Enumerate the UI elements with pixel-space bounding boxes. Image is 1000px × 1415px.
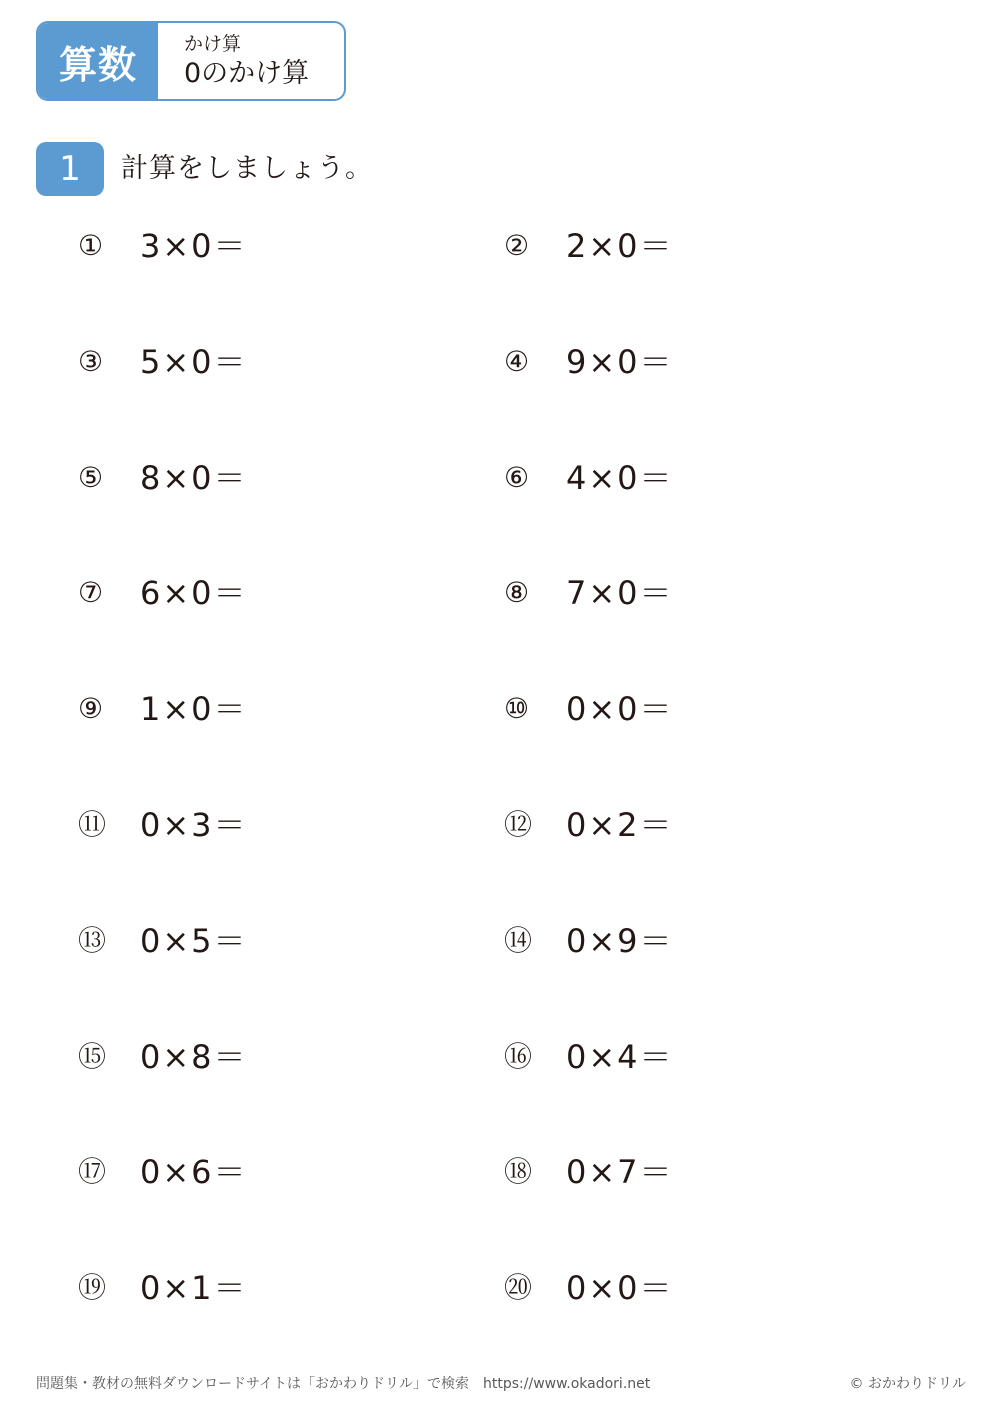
question-number-badge: 1 [36, 142, 104, 196]
problem-number: ⑱ [504, 1155, 533, 1188]
problem-item [78, 226, 248, 266]
header-text [158, 23, 344, 99]
problem-number: ⑬ [78, 924, 107, 957]
problem-expression: 7×0＝ [566, 574, 674, 612]
problem-item [504, 1152, 674, 1192]
problem-item [78, 689, 248, 729]
problem-expression: 9×0＝ [566, 343, 674, 381]
problem-expression: 2×0＝ [566, 227, 674, 265]
header-box [36, 21, 346, 101]
problem-item [78, 1268, 248, 1308]
problem-expression: 0×7＝ [566, 1153, 674, 1191]
problem-number: ⑭ [504, 924, 533, 957]
footer-copyright: © おかわりドリル [849, 1376, 966, 1392]
problem-expression: 0×9＝ [566, 922, 674, 960]
problem-number: ⑪ [78, 808, 107, 841]
problem-expression: 4×0＝ [566, 459, 674, 497]
worksheet-title: 0のかけ算 [184, 58, 310, 89]
problem-number: ⑲ [78, 1271, 107, 1304]
problem-number: ② [504, 229, 530, 262]
problem-item [504, 805, 674, 845]
problem-number: ⑯ [504, 1040, 533, 1073]
problem-item [78, 458, 248, 498]
problem-item [504, 342, 674, 382]
problem-number: ⑳ [504, 1271, 533, 1304]
problem-expression: 0×0＝ [566, 690, 674, 728]
problem-expression: 3×0＝ [140, 227, 248, 265]
problem-number: ③ [78, 345, 104, 378]
instruction-text: 計算をしましょう。 [121, 153, 373, 184]
problem-expression: 0×3＝ [140, 806, 248, 844]
problem-item [504, 1037, 674, 1077]
problem-item [78, 1152, 248, 1192]
problem-item [504, 921, 674, 961]
footer-site-info: 問題集・教材の無料ダウンロードサイトは「おかわりドリル」で検索 https://www.okadori.net [36, 1376, 651, 1392]
problem-item [78, 342, 248, 382]
problem-expression: 0×2＝ [566, 806, 674, 844]
problem-expression: 0×1＝ [140, 1269, 248, 1307]
problem-number: ⑫ [504, 808, 533, 841]
problem-expression: 0×6＝ [140, 1153, 248, 1191]
problem-expression: 8×0＝ [140, 459, 248, 497]
problem-number: ④ [504, 345, 530, 378]
problem-item [504, 573, 674, 613]
problem-item [504, 689, 674, 729]
problem-item [78, 573, 248, 613]
problem-item [78, 805, 248, 845]
problem-item [504, 226, 674, 266]
problem-expression: 0×0＝ [566, 1269, 674, 1307]
problem-number: ⑩ [504, 692, 530, 725]
problem-number: ⑮ [78, 1040, 107, 1073]
problem-number: ① [78, 229, 104, 262]
problem-item [78, 921, 248, 961]
problem-number: ⑥ [504, 461, 530, 494]
problem-item [504, 1268, 674, 1308]
problem-expression: 6×0＝ [140, 574, 248, 612]
problem-expression: 1×0＝ [140, 690, 248, 728]
problem-expression: 5×0＝ [140, 343, 248, 381]
problem-item [78, 1037, 248, 1077]
category-label: かけ算 [184, 33, 242, 55]
problem-number: ⑤ [78, 461, 104, 494]
problem-number: ⑦ [78, 576, 104, 609]
subject-label: 算数 [38, 23, 158, 99]
problem-expression: 0×5＝ [140, 922, 248, 960]
problem-number: ⑨ [78, 692, 104, 725]
problem-item [504, 458, 674, 498]
problem-number: ⑰ [78, 1155, 107, 1188]
problem-number: ⑧ [504, 576, 530, 609]
problem-expression: 0×4＝ [566, 1038, 674, 1076]
problem-expression: 0×8＝ [140, 1038, 248, 1076]
